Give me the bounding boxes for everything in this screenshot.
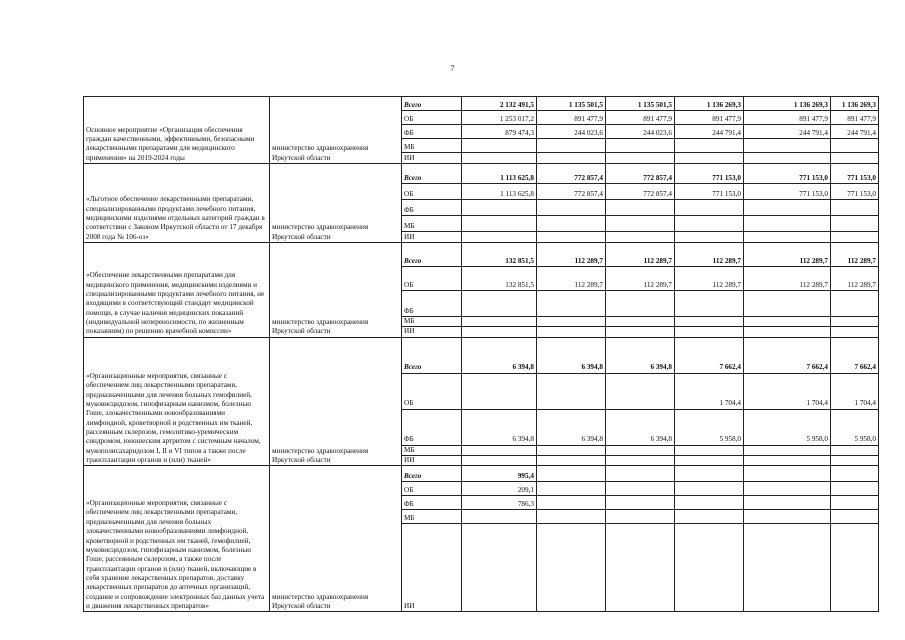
- amount-cell: [462, 445, 537, 455]
- amount-cell: [744, 327, 831, 337]
- amount-cell: 132 851,5: [462, 243, 537, 267]
- amount-cell: 244 791,4: [675, 125, 744, 139]
- amount-cell: [744, 232, 831, 243]
- amount-cell: 112 289,7: [537, 267, 606, 291]
- amount-cell: [831, 524, 879, 612]
- amount-cell: 1 113 625,8: [462, 184, 537, 200]
- amount-cell: [831, 445, 879, 455]
- funding-source-label: МБ: [402, 317, 462, 327]
- amount-cell: [537, 445, 606, 455]
- amount-cell: [537, 327, 606, 337]
- funding-source-label: ОБ: [402, 111, 462, 125]
- amount-cell: [744, 216, 831, 232]
- funding-source-label: ИИ: [402, 153, 462, 164]
- amount-cell: [462, 456, 537, 466]
- amount-cell: [675, 139, 744, 153]
- amount-cell: [462, 139, 537, 153]
- activity-description: «Обеспечение лекарственными препаратами для медицинского применения, медицинскими изделиями и специализированными продуктами лечебного питания, не входящими в соответствующий стандарт медицинской помощи, в случае наличия медицинских показаний (индивидуальной непереносимости, по жизненным показаниям) по решению врачебной комиссии»: [84, 243, 270, 338]
- amount-cell: [606, 139, 675, 153]
- funding-source-label: ОБ: [402, 267, 462, 291]
- amount-cell: [675, 466, 744, 482]
- amount-cell: 891 477,9: [831, 111, 879, 125]
- amount-cell: [462, 200, 537, 216]
- funding-source-label: МБ: [402, 510, 462, 524]
- amount-cell: [537, 139, 606, 153]
- amount-cell: 1 136 269,3: [675, 97, 744, 111]
- amount-cell: 891 477,9: [675, 111, 744, 125]
- amount-cell: 771 153,0: [831, 164, 879, 184]
- amount-cell: 771 153,0: [675, 184, 744, 200]
- amount-cell: 244 791,4: [744, 125, 831, 139]
- amount-cell: [675, 317, 744, 327]
- funding-source-label: Всего: [402, 243, 462, 267]
- amount-cell: [537, 496, 606, 510]
- amount-cell: [606, 510, 675, 524]
- amount-cell: 132 851,5: [462, 267, 537, 291]
- amount-cell: [537, 510, 606, 524]
- amount-cell: 772 857,4: [606, 164, 675, 184]
- amount-cell: 771 153,0: [744, 164, 831, 184]
- amount-cell: [675, 482, 744, 496]
- funding-source-label: ФБ: [402, 200, 462, 216]
- amount-cell: [675, 510, 744, 524]
- table-row: [84, 164, 879, 184]
- amount-cell: [606, 496, 675, 510]
- funding-source-label: МБ: [402, 445, 462, 455]
- funding-source-label: ФБ: [402, 125, 462, 139]
- amount-cell: 7 662,4: [831, 337, 879, 373]
- amount-cell: [537, 153, 606, 164]
- table-row: [84, 243, 879, 267]
- amount-cell: [675, 291, 744, 317]
- amount-cell: [675, 456, 744, 466]
- amount-cell: 112 289,7: [744, 243, 831, 267]
- funding-source-label: Всего: [402, 466, 462, 482]
- amount-cell: [744, 445, 831, 455]
- amount-cell: [462, 524, 537, 612]
- amount-cell: [537, 482, 606, 496]
- amount-cell: [537, 466, 606, 482]
- amount-cell: [462, 327, 537, 337]
- amount-cell: [675, 200, 744, 216]
- table-row: [84, 97, 879, 111]
- funding-source-label: МБ: [402, 139, 462, 153]
- executor-cell: министерство здравоохранения Иркутской области: [270, 243, 402, 338]
- amount-cell: [606, 317, 675, 327]
- amount-cell: [831, 456, 879, 466]
- amount-cell: 5 958,0: [831, 409, 879, 445]
- amount-cell: [462, 510, 537, 524]
- amount-cell: 244 791,4: [831, 125, 879, 139]
- amount-cell: 6 394,8: [537, 337, 606, 373]
- funding-source-label: ОБ: [402, 184, 462, 200]
- funding-source-label: ИИ: [402, 456, 462, 466]
- amount-cell: [462, 291, 537, 317]
- amount-cell: [831, 496, 879, 510]
- amount-cell: [606, 232, 675, 243]
- amount-cell: 112 289,7: [744, 267, 831, 291]
- amount-cell: [744, 153, 831, 164]
- amount-cell: [831, 510, 879, 524]
- amount-cell: 6 394,8: [462, 337, 537, 373]
- amount-cell: 5 958,0: [744, 409, 831, 445]
- amount-cell: 1 253 017,2: [462, 111, 537, 125]
- funding-source-label: ИИ: [402, 232, 462, 243]
- amount-cell: [744, 291, 831, 317]
- amount-cell: 112 289,7: [675, 243, 744, 267]
- funding-source-label: Всего: [402, 97, 462, 111]
- executor-cell: министерство здравоохранения Иркутской области: [270, 164, 402, 243]
- amount-cell: [606, 373, 675, 409]
- amount-cell: [744, 482, 831, 496]
- amount-cell: 112 289,7: [606, 243, 675, 267]
- amount-cell: [675, 327, 744, 337]
- amount-cell: [744, 524, 831, 612]
- table-row: [84, 337, 879, 373]
- amount-cell: [462, 373, 537, 409]
- amount-cell: 112 289,7: [606, 267, 675, 291]
- amount-cell: [831, 327, 879, 337]
- amount-cell: [606, 456, 675, 466]
- funding-source-label: Всего: [402, 164, 462, 184]
- amount-cell: 112 289,7: [537, 243, 606, 267]
- amount-cell: [537, 291, 606, 317]
- executor-cell: министерство здравоохранения Иркутской области: [270, 97, 402, 164]
- amount-cell: 1 135 501,5: [606, 97, 675, 111]
- amount-cell: [744, 200, 831, 216]
- amount-cell: [744, 456, 831, 466]
- amount-cell: 1 704,4: [744, 373, 831, 409]
- amount-cell: [606, 445, 675, 455]
- amount-cell: 6 394,8: [606, 409, 675, 445]
- amount-cell: [831, 139, 879, 153]
- amount-cell: [675, 445, 744, 455]
- executor-cell: министерство здравоохранения Иркутской области: [270, 337, 402, 466]
- amount-cell: 771 153,0: [831, 184, 879, 200]
- funding-source-label: ОБ: [402, 482, 462, 496]
- funding-source-label: ИИ: [402, 327, 462, 337]
- amount-cell: 786,3: [462, 496, 537, 510]
- amount-cell: 771 153,0: [744, 184, 831, 200]
- activity-description: «Организационные мероприятия, связанные с обеспечением лиц лекарственными препаратами, предназначенными для лечения больных злокачественными новообразованиями лимфоидной, кроветворной и родственных им тканей, гемофилией, муковисцидозом, гипофизарным нанизмом, болезнью Гоше, рассеянным склерозом, а также после трансплантации органов и (или) тканей, включающие в себя хранение лекарственных препаратов, доставку лекарственных препаратов до аптечных организаций, создание и сопровождение электронных баз данных учета и движения лекарственных препаратов»: [84, 466, 270, 612]
- amount-cell: [606, 291, 675, 317]
- amount-cell: 771 153,0: [675, 164, 744, 184]
- amount-cell: [462, 216, 537, 232]
- amount-cell: 6 394,8: [606, 337, 675, 373]
- amount-cell: [744, 317, 831, 327]
- amount-cell: 5 958,0: [675, 409, 744, 445]
- funding-source-label: ИИ: [402, 524, 462, 612]
- amount-cell: 772 857,4: [537, 164, 606, 184]
- amount-cell: [744, 139, 831, 153]
- amount-cell: [537, 456, 606, 466]
- amount-cell: [537, 373, 606, 409]
- amount-cell: [675, 153, 744, 164]
- funding-source-label: ФБ: [402, 409, 462, 445]
- amount-cell: 112 289,7: [831, 267, 879, 291]
- amount-cell: 1 136 269,3: [831, 97, 879, 111]
- amount-cell: 1 113 625,8: [462, 164, 537, 184]
- amount-cell: 6 394,8: [462, 409, 537, 445]
- amount-cell: 7 662,4: [675, 337, 744, 373]
- amount-cell: 995,4: [462, 466, 537, 482]
- amount-cell: [606, 200, 675, 216]
- amount-cell: 209,1: [462, 482, 537, 496]
- amount-cell: [675, 216, 744, 232]
- table-row: [84, 466, 879, 482]
- activity-description: «Организационные мероприятия, связанные с обеспечением лиц лекарственными препаратами, предназначенными для лечения больных гемофилией, муковисцидозом, гипофизарным нанизмом, болезнью Гоше, злокачественными новообразованиями лимфоидной, кроветворной и родственных им тканей, рассеянным склерозом, гемолитико-уремическим синдромом, юношеским артритом с системным началом, мукополисахаридозом I, II и VI типов а также после трансплантации органов и (или) тканей»: [84, 337, 270, 466]
- page-number: 7: [450, 64, 455, 73]
- amount-cell: [831, 216, 879, 232]
- funding-source-label: ОБ: [402, 373, 462, 409]
- amount-cell: 7 662,4: [744, 337, 831, 373]
- amount-cell: [675, 496, 744, 510]
- amount-cell: [606, 524, 675, 612]
- amount-cell: [831, 317, 879, 327]
- amount-cell: [537, 317, 606, 327]
- amount-cell: [537, 216, 606, 232]
- funding-source-label: Всего: [402, 337, 462, 373]
- activity-description: Основное мероприятие «Организация обеспечения граждан качественными, эффективными, безопасными лекарственными препаратами для медицинского применения» на 2019-2024 годы: [84, 97, 270, 164]
- budget-table: [83, 96, 879, 612]
- amount-cell: [831, 232, 879, 243]
- amount-cell: [831, 466, 879, 482]
- amount-cell: 244 023,6: [606, 125, 675, 139]
- activity-description: «Льготное обеспечение лекарственными препаратами, специализированными продуктами лечебного питания, медицинскими изделиями отдельных категорий граждан в соответствии с Законом Иркутской области от 17 декабря 2008 года № 106-оз»: [84, 164, 270, 243]
- amount-cell: 112 289,7: [831, 243, 879, 267]
- amount-cell: 1 704,4: [675, 373, 744, 409]
- amount-cell: [744, 466, 831, 482]
- amount-cell: 772 857,4: [537, 184, 606, 200]
- amount-cell: 112 289,7: [675, 267, 744, 291]
- amount-cell: 6 394,8: [537, 409, 606, 445]
- amount-cell: [537, 232, 606, 243]
- amount-cell: 891 477,9: [537, 111, 606, 125]
- amount-cell: [831, 153, 879, 164]
- amount-cell: [606, 466, 675, 482]
- amount-cell: 2 132 491,5: [462, 97, 537, 111]
- amount-cell: [831, 291, 879, 317]
- amount-cell: [675, 232, 744, 243]
- amount-cell: 244 023,6: [537, 125, 606, 139]
- amount-cell: [537, 524, 606, 612]
- amount-cell: 1 704,4: [831, 373, 879, 409]
- amount-cell: 772 857,4: [606, 184, 675, 200]
- amount-cell: [537, 200, 606, 216]
- amount-cell: [675, 524, 744, 612]
- amount-cell: 891 477,9: [606, 111, 675, 125]
- amount-cell: [462, 153, 537, 164]
- amount-cell: 1 135 501,5: [537, 97, 606, 111]
- amount-cell: 891 477,9: [744, 111, 831, 125]
- amount-cell: [606, 216, 675, 232]
- amount-cell: [606, 482, 675, 496]
- amount-cell: [606, 327, 675, 337]
- amount-cell: [831, 200, 879, 216]
- amount-cell: [462, 317, 537, 327]
- executor-cell: министерство здравоохранения Иркутской области: [270, 466, 402, 612]
- amount-cell: [744, 510, 831, 524]
- amount-cell: [462, 232, 537, 243]
- funding-source-label: МБ: [402, 216, 462, 232]
- funding-source-label: ФБ: [402, 496, 462, 510]
- amount-cell: 879 474,3: [462, 125, 537, 139]
- funding-source-label: ФБ: [402, 291, 462, 317]
- amount-cell: [831, 482, 879, 496]
- amount-cell: [744, 496, 831, 510]
- amount-cell: 1 136 269,3: [744, 97, 831, 111]
- amount-cell: [606, 153, 675, 164]
